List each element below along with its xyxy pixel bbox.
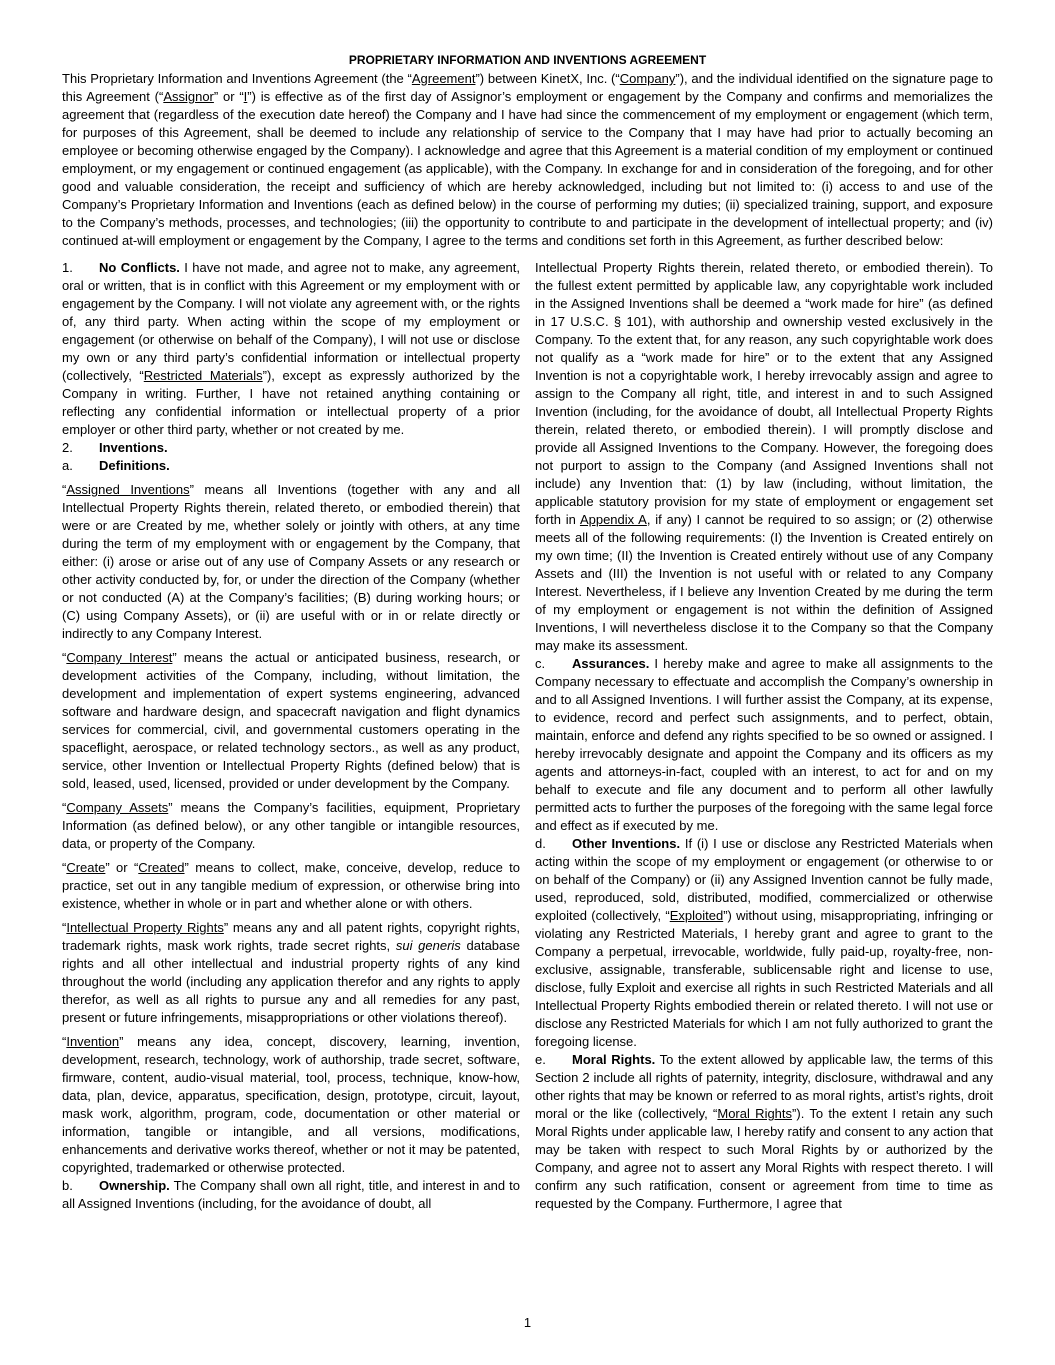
term-exploited: Exploited [669,908,724,923]
term-i: I [243,89,248,104]
defined-term: Assigned Inventions [66,482,190,497]
section-1-no-conflicts: 1. No Conflicts. I have not made, and agree not to make, any agreement, oral or written, that is in conflict with this Agreement or my employment with or engagement by the Company. I will not violate any agreement with, or the rights of, any third party. When acting within the scope of my employment or engagement (or otherwise on behalf of the Company), I will not use or disclose my own or any third party’s confidential information or intellectual property (collectively, “Restricted Materials”), except as expressly authorized by the Company in writing. Further, I have not retained anything containing or reflecting any confidential information or intellectual property of a prior employer or other third party, whether or not created by me. [62,260,520,437]
section-2b-ownership: b. Ownership. The Company shall own all right, title, and interest in and to all Assigned Inventions (including, for the avoidance of doubt, all [62,1178,520,1211]
two-column-body [62,259,993,1213]
definition-invention: “Invention” means any idea, concept, discovery, learning, invention, development, research, technology, work of authorship, trade secret, software, firmware, content, audio-visual material, tool, process, technique, know-how, data, plan, device, apparatus, specification, design, prototype, circuit, layout, mask work, algorithm, program, code, documentation or other material or information, tangible or intangible, and all versions, modifications, enhancements and derivative works thereof, whether or not it may be patented, copyrighted, trademarked or otherwise protected. [62,1034,520,1175]
document-title: PROPRIETARY INFORMATION AND INVENTIONS AGREEMENT [348,53,707,67]
term-moral-rights: Moral Rights [717,1106,793,1121]
term-restricted-materials: Restricted Materials [143,368,263,383]
intro-paragraph: This Proprietary Information and Inventions Agreement (the “Agreement”) between KinetX, Inc. (“Company”), and the individual identified on the signature page to this Agreement (“Assignor” or “I”) is effective as of the first day of Assignor’s employment or engagement by the Company and confirms and memorializes the agreement that (regardless of the execution date hereof) the Company and I have had since the commencement of my employment or engagement (which term, for purposes of this Agreement, shall be deemed to include any relationship of service to the Company that I may have had prior to actually becoming an employee or becoming otherwise engaged by the Company). I acknowledge and agree that this Agreement is a material condition of my employment or continued employment, or my engagement or continued engagement (as applicable), with the Company. In exchange for and in consideration of the foregoing, and for other good and valuable consideration, the receipt and sufficiency of which are hereby acknowledged, including but not limited to: (i) access to and use of the Company’s Proprietary Information and Inventions (each as defined below) in the course of performing my duties; (ii) specialized training, support, and exposure to the Company’s methods, processes, and technologies; (iii) the opportunity to contribute to and participate in the development of intellectual property; and (iv) continued at-will employment or engagement by the Company, I agree to the terms and conditions set forth in this Agreement, as further described below: [62,71,993,248]
section-heading: Other Inventions. [572,836,681,851]
section-heading: Moral Rights. [572,1052,656,1067]
term-agreement: Agreement [411,71,476,86]
document-page [62,52,993,1213]
definition-intellectual-property-rights: “Intellectual Property Rights” means any and all patent rights, copyright rights, trademark rights, mask work rights, trade secret rights, sui generis database rights and all other intellectual and industrial property rights of any kind throughout the world (including any application therefor and any rights to apply therefor, as well as all rights to pursue any and all remedies for any past, present or future infringements, misappropriations or other violations thereof). [62,920,520,1025]
defined-term: Company Interest [66,650,173,665]
defined-term: Invention [66,1034,120,1049]
section-2-inventions: 2. Inventions. [62,440,168,455]
section-2d-other-inventions: d. Other Inventions. If (i) I use or disclose any Restricted Materials when acting within the scope of my employment or engagement (or otherwise to or on behalf of the Company) or (ii) any Assigned Invention cannot be fully made, used, reproduced, sold, distributed, modified, commercialized or otherwise exploited (collectively, “Exploited”) without using, misappropriating, infringing or violating any Restricted Materials, I hereby grant and agree to grant to the Company a perpetual, irrevocable, worldwide, fully paid-up, royalty-free, non-exclusive, assignable, transferable, sublicensable right and license to use, disclose, fully Exploit and exercise all rights in such Restricted Materials and all Intellectual Property Rights embodied therein or related thereto. I will not use or disclose any Restricted Materials for which I am not fully authorized to grant the foregoing license. [535,836,994,1049]
defined-term: Created [138,860,185,875]
definition-assigned-inventions: “Assigned Inventions” means all Inventions (together with any and all Intellectual Property Rights therein, related thereto, or embodied therein) that were or are Created by me, whether solely or jointly with others, at any time during the term of my employment with or engagement by the Company, that either: (i) arose or arise out of any use of Company Assets or any research or other activity conducted by, for, or under the direction of the Company (whether or not conducted (A) at the Company’s facilities; (B) during working hours; or (C) using Company Assets), or (ii) are useful with or in or relate directly or indirectly to any Company Interest. [62,482,520,641]
left-column [62,259,520,1213]
definition-company-interest: “Company Interest” means the actual or anticipated business, research, or development activities of the Company, including, without limitation, the development and implementation of expert systems engineering, advanced software and hardware design, and spacecraft navigation and flight dynamics services for commercial, civil, and governmental customers operating in the spaceflight, aerospace, or related technology sectors., as well as any product, service, other Invention or Intellectual Property Rights (defined below) that is sold, leased, used, licensed, provided or under development by the Company. [62,650,520,791]
term-company: Company [619,71,676,86]
section-2a-definitions: a. Definitions. [62,458,170,473]
section-heading: No Conflicts. [99,260,180,275]
defined-term: Intellectual Property Rights [66,920,224,935]
appendix-reference: Appendix A [579,512,647,527]
defined-term: Company Assets [66,800,169,815]
section-2e-moral-rights: e. Moral Rights. To the extent allowed by applicable law, the terms of this Section 2 include all rights of paternity, integrity, disclosure, withdrawal and any other rights that may be known or referred to as moral rights, artist’s rights, droit moral or the like (collectively, “Moral Rights”). To the extent I retain any such Moral Rights under applicable law, I hereby ratify and consent to any action that may be taken with respect to such Moral Rights by or authorized by the Company, and agree not to assert any Moral Rights with respect thereto. I will confirm any such ratification, consent or agreement from time to time as requested by the Company. Furthermore, I agree that [535,1052,993,1211]
section-2b-ownership-continued: Intellectual Property Rights therein, related thereto, or embodied therein). To the fullest extent permitted by applicable law, any copyrightable work included in the Assigned Inventions shall be deemed a “work made for hire” (as defined in 17 U.S.C. § 101), with authorship and ownership vested exclusively in the Company. To the extent that, for any reason, any such copyrightable work does not qualify as a “work made for hire” or to the extent that any Assigned Invention is not a copyrightable work, I hereby irrevocably assign and agree to assign to the Company all right, title, and interest in and to such Assigned Invention (including, for the avoidance of doubt, all Intellectual Property Rights therein, related thereto, or embodied therein). I will promptly disclose and provide all Assigned Inventions to the Company. However, the foregoing does not purport to assign to the Company (and Assigned Inventions shall not include) any Invention that: (1) by law (including, without limitation, the applicable statutory provision for my state of employment or engagement set forth in Appendix A, if any) I cannot be required to so assign; or (2) otherwise meets all of the following requirements: (I) the Invention is Created entirely on my own time; (II) the Invention is Created entirely without use of any Company Assets and (III) the Invention is not useful with or related to any Company Interest. Nevertheless, if I believe any Invention Created by me during the term of my employment or engagement is not within the definition of Assigned Inventions, I will nevertheless disclose it to the Company so that the Company may make its assessment. [535,260,993,653]
section-heading: Definitions. [99,458,170,473]
right-column [535,259,993,1213]
section-heading: Assurances. [572,656,650,671]
term-assignor: Assignor [163,89,214,104]
defined-term: Create [66,860,106,875]
page-number: 1 [523,1315,532,1330]
definition-company-assets: “Company Assets” means the Company’s facilities, equipment, Proprietary Information (as defined below), or any other tangible or intangible resources, data, or property of the Company. [62,800,520,851]
section-heading: Inventions. [99,440,168,455]
definition-create: “Create” or “Created” means to collect, make, conceive, develop, reduce to practice, set out in any tangible medium of expression, or otherwise bring into existence, whether in whole or in part and whether alone or with others. [62,860,520,911]
section-2c-assurances: c. Assurances. I hereby make and agree to make all assignments to the Company necessary to effectuate and accomplish the Company’s ownership in and to all Assigned Inventions. I will further assist the Company, at its expense, to evidence, record and perfect such assignments, and to perfect, obtain, maintain, enforce and defend any rights specified to be so owned or assigned. I hereby irrevocably designate and appoint the Company and its officers as my agents and attorneys-in-fact, coupled with an interest, to act for and on my behalf to execute and file any document and to perform all other lawfully permitted acts to further the purposes of the foregoing with the same legal force and effect as if executed by me. [535,656,993,833]
section-heading: Ownership. [99,1178,170,1193]
